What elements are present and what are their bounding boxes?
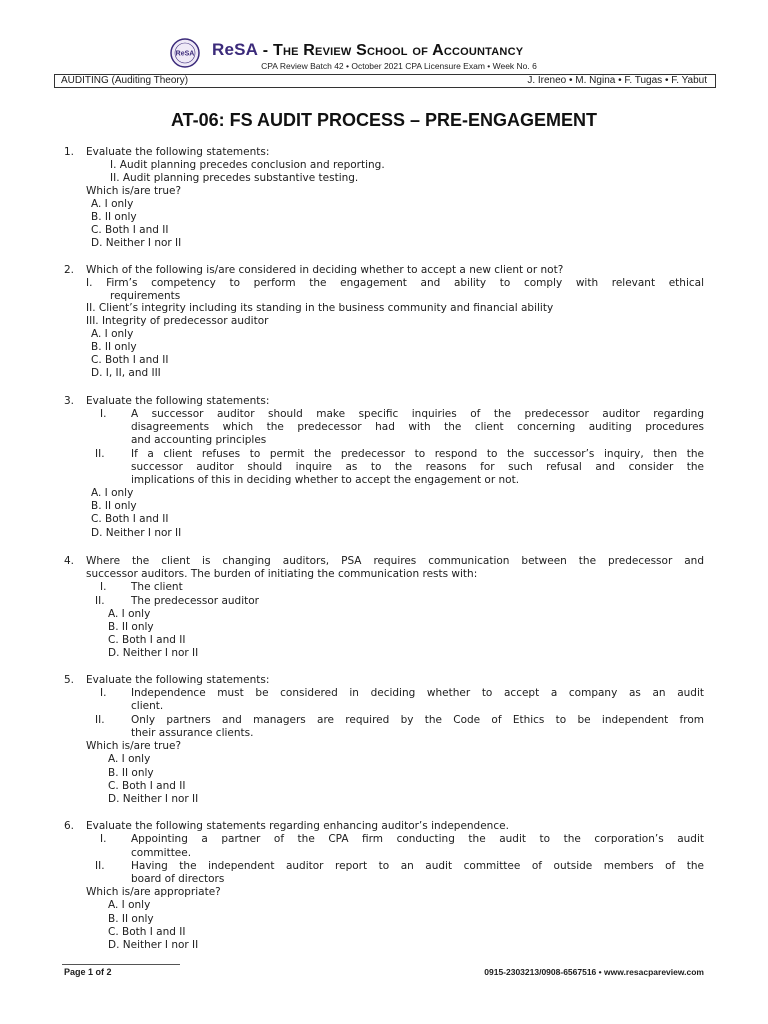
question-number: 3. xyxy=(64,395,75,407)
statement-2-cont: board of directors xyxy=(131,873,225,885)
statement-1: A successor auditor should make specific inquiries of the predecessor auditor regarding xyxy=(131,408,704,420)
statement-2: II. Audit planning precedes substantive testing. xyxy=(110,172,359,184)
statement-2-numeral: II. xyxy=(95,448,105,460)
question-prompt: Which is/are appropriate? xyxy=(86,886,221,898)
footer-divider xyxy=(62,964,180,965)
subject-bar xyxy=(54,74,716,88)
statement-1-numeral: I. xyxy=(100,408,107,420)
statement-2: II. Client’s integrity including its standing in the business community and financial ability xyxy=(86,302,554,314)
statement-1: The client xyxy=(131,581,183,593)
choice-c: C. Both I and II xyxy=(91,224,169,236)
choice-b: B. II only xyxy=(91,500,137,512)
statement-1: Appointing a partner of the CPA firm conducting the audit to the corporation’s audit xyxy=(131,833,704,845)
statement-1-cont: disagreements which the predecessor had with the client concerning auditing procedures xyxy=(131,421,704,433)
statement-2: Only partners and managers are required by the Code of Ethics to be independent from xyxy=(131,714,704,726)
statement-1-numeral: I. xyxy=(100,687,107,699)
choice-d: D. Neither I nor II xyxy=(108,793,199,805)
choice-d: D. Neither I nor II xyxy=(91,237,182,249)
choice-a: A. I only xyxy=(108,899,151,911)
choice-d: D. I, II, and III xyxy=(91,367,161,379)
svg-text:ReSA: ReSA xyxy=(175,50,195,58)
question-number: 1. xyxy=(64,146,75,158)
subject-label: AUDITING (Auditing Theory) xyxy=(61,75,189,86)
question-stem: Evaluate the following statements: xyxy=(86,146,270,158)
page-title: AT-06: FS AUDIT PROCESS – PRE-ENGAGEMENT xyxy=(170,110,598,130)
statement-1-cont: committee. xyxy=(131,847,192,859)
statement-2-cont: successor auditor should inquire as to the reasons for such refusal and consider the xyxy=(131,461,704,473)
question-stem: Evaluate the following statements regarding enhancing auditor’s independence. xyxy=(86,820,509,832)
choice-c: C. Both I and II xyxy=(108,926,186,938)
choice-a: A. I only xyxy=(91,328,134,340)
choice-b: B. II only xyxy=(108,621,154,633)
choice-d: D. Neither I nor II xyxy=(108,647,199,659)
choice-c: C. Both I and II xyxy=(108,634,186,646)
question-number: 4. xyxy=(64,555,75,567)
choice-c: C. Both I and II xyxy=(108,780,186,792)
page-number: Page 1 of 2 xyxy=(64,967,112,977)
batch-info: CPA Review Batch 42 • October 2021 CPA Licensure Exam • Week No. 6 xyxy=(261,61,537,71)
statement-1-numeral: I. xyxy=(100,581,107,593)
choice-b: B. II only xyxy=(108,913,154,925)
question-number: 6. xyxy=(64,820,75,832)
question-stem: Evaluate the following statements: xyxy=(86,674,270,686)
statement-1: Independence must be considered in deciding whether to accept a company as an audit xyxy=(131,687,704,699)
question-prompt: Which is/are true? xyxy=(86,185,182,197)
question-number: 5. xyxy=(64,674,75,686)
statement-2-numeral: II. xyxy=(95,860,105,872)
choice-c: C. Both I and II xyxy=(91,354,169,366)
statement-1-numeral: I. xyxy=(100,833,107,845)
choice-d: D. Neither I nor II xyxy=(91,527,182,539)
choice-b: B. II only xyxy=(91,211,137,223)
question-stem: Evaluate the following statements: xyxy=(86,395,270,407)
contact-info: 0915-2303213/0908-6567516 • www.resacpareview.com xyxy=(484,967,704,977)
school-name xyxy=(212,40,523,60)
choice-a: A. I only xyxy=(91,198,134,210)
choice-a: A. I only xyxy=(91,487,134,499)
school-full-name: - The Review School of Accountancy xyxy=(258,42,524,59)
choice-c: C. Both I and II xyxy=(91,513,169,525)
brand-name: ReSA xyxy=(212,40,259,59)
choice-b: B. II only xyxy=(108,767,154,779)
choice-b: B. II only xyxy=(91,341,137,353)
statement-1: I. Firm’s competency to perform the engagement and ability to comply with relevant ethical xyxy=(86,277,704,289)
statement-1: I. Audit planning precedes conclusion and reporting. xyxy=(110,159,385,171)
question-stem: Which of the following is/are considered in deciding whether to accept a new client or not? xyxy=(86,264,564,276)
question-stem-cont: successor auditors. The burden of initiating the communication rests with: xyxy=(86,568,478,580)
choice-d: D. Neither I nor II xyxy=(108,939,199,951)
question-prompt: Which is/are true? xyxy=(86,740,182,752)
choice-a: A. I only xyxy=(108,608,151,620)
statement-1-cont: requirements xyxy=(110,290,181,302)
statement-1-cont: and accounting principles xyxy=(131,434,267,446)
question-number: 2. xyxy=(64,264,75,276)
statement-2-cont: their assurance clients. xyxy=(131,727,254,739)
statement-3: III. Integrity of predecessor auditor xyxy=(86,315,269,327)
choice-a: A. I only xyxy=(108,753,151,765)
statement-2-numeral: II. xyxy=(95,595,105,607)
authors-label: J. Ireneo • M. Ngina • F. Tugas • F. Yabut xyxy=(527,75,707,86)
statement-2: The predecessor auditor xyxy=(131,595,259,607)
statement-2: Having the independent auditor report to an audit committee of outside members of the xyxy=(131,860,704,872)
statement-2-cont: implications of this in deciding whether to accept the engagement or not. xyxy=(131,474,520,486)
statement-2-numeral: II. xyxy=(95,714,105,726)
statement-2: If a client refuses to permit the predecessor to respond to the successor’s inquiry, then the xyxy=(131,448,704,460)
question-stem: Where the client is changing auditors, PSA requires communication between the predecessor and xyxy=(86,555,704,567)
statement-1-cont: client. xyxy=(131,700,164,712)
